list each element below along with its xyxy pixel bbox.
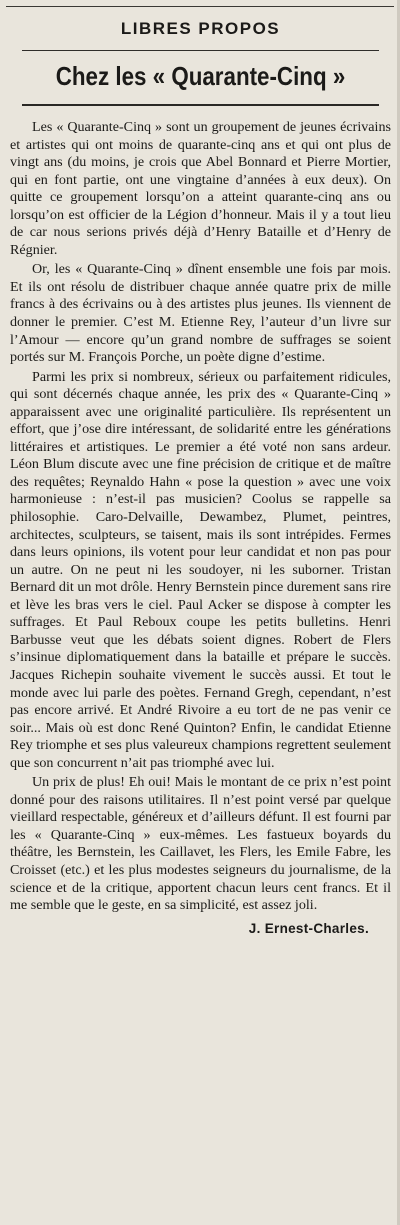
paragraph: Les « Quarante-Cinq » sont un groupement de jeunes écrivains et artistes qui ont moins de quarante-cinq ans et qui ont plus de vingt ans (du moins, je crois que Abel Bonnard et Pierre Mortier, qui en font partie, ont une vingtaine d’années à eux deux). On quitte ce groupement lorsqu’on a atteint quarante-cinq ans ou lorsqu’on est officier de la Légion d’honneur. Mais il y a tout lieu de car nous serions privés déjà d’Henry Bataille et d’Henry de Régnier. [10, 119, 391, 258]
top-rule [6, 6, 394, 7]
article-title: Chez les « Quarante-Cinq » [55, 61, 346, 91]
paragraph: Un prix de plus! Eh oui! Mais le montant de ce prix n’est point donné pour des raisons utilitaires. Il n’est point versé par quelque vieillard respectable, généreux et d’ailleurs défunt. Il est fourni par les « Quarante-Cinq » eux-mêmes. Les fastueux boyards du théâtre, les Bernstein, les Caillavet, les Flers, les Emile Fabre, les Croisset (etc.) et les plus modestes seigneurs du journalisme, de la science et de la critique, apportent chacun leurs cent francs. Et il me semble que le geste, en sa simplicité, est assez joli. [10, 774, 391, 914]
article-body [10, 119, 391, 915]
title-divider [22, 104, 379, 106]
paragraph: Or, les « Quarante-Cinq » dînent ensemble une fois par mois. Et ils ont résolu de distribuer chaque année quatre prix de mille francs à des écrivains ou à des artistes plus jeunes. Ils viennent de donner le premier. C’est M. Etienne Rey, l’auteur d’un livre sur l’Amour — encore qu’un grand nombre de suffrages se soient portés sur M. François Porche, un poète digne d’estime. [10, 261, 391, 366]
author-signature: J. Ernest-Charles. [248, 920, 369, 936]
section-heading: LIBRES PROPOS [120, 19, 281, 38]
heading-divider [22, 50, 379, 51]
paragraph: Parmi les prix si nombreux, sérieux ou parfaitement ridicules, qui sont décernés chaque année, les prix des « Quarante-Cinq » apparaissent avec une originalité particulière. Ils représentent un effort, que j’ose dire intéressant, de solidarité entre les générations littéraires et artistiques. Le premier a été voté non sans ardeur. Léon Blum discute avec une fine précision de critique et de maître des requêtes; Reynaldo Hahn « pose la question » avec une voix harmonieuse : n’est-il pas musicien? Coolus se rappelle sa philosophie. Caro-Delvaille, Dewambez, Plumet, peintres, architectes, sculpteurs, se taisent, mais ils sont intrépides. Fermes dans leurs opinions, ils votent pour leur candidat et non pas pour un autre. On ne peut ni les soudoyer, ni les suborner. Tristan Bernard dit un mot drôle. Henry Bernstein pince durement sans rire et lève les bras vers le ciel. Paul Acker se dispose à compter les suffrages. Et Paul Reboux coupe les petits bulletins. Henri Barbusse veut que les débats soient dignes. Robert de Flers s’insinue diplomatiquement dans la bataille et prépare le succès. Jacques Richepin souhaite vivement le succès aussi. Et tout le monde avec lui parle des poètes. Fernand Gregh, cependant, n’est pas encore arrivé. Et André Rivoire a eu tort de ne pas venir ce soir... Mais où est donc René Quinton? Enfin, le candidat Etienne Rey triomphe et ses plus valeureux champions regrettent seulement que son concurrent n’ait pas triomphé avec lui. [10, 368, 391, 771]
